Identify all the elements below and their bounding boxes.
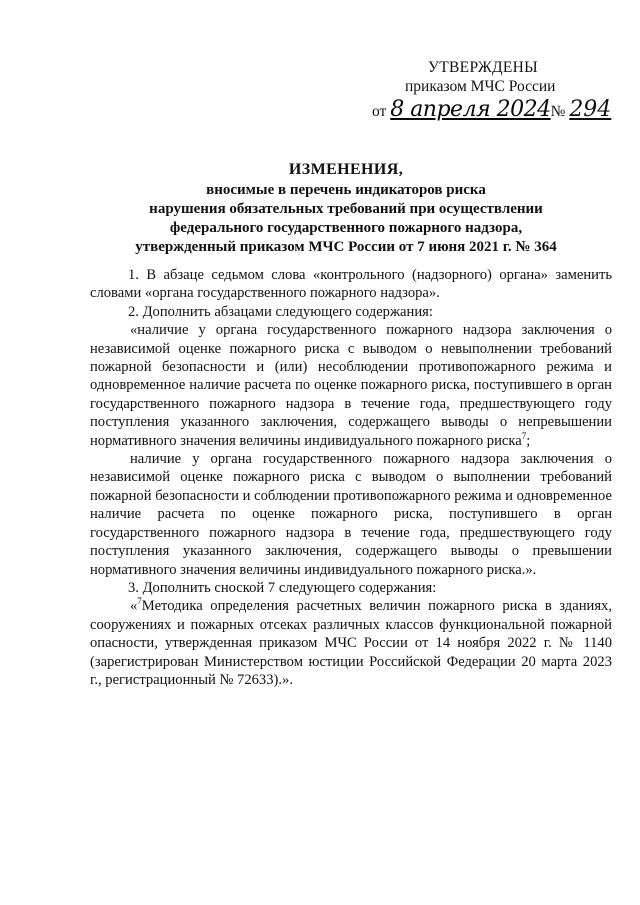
number-label: № xyxy=(550,103,566,120)
paragraph-footnote xyxy=(90,597,612,689)
quote-1-end: ; xyxy=(526,432,531,449)
heading-line-3: федерального государственного пожарного надзора, xyxy=(169,220,523,236)
heading-line-1: вносимые в перечень индикаторов риска xyxy=(206,182,486,198)
approval-by: приказом МЧС России xyxy=(405,78,556,95)
approval-title: УТВЕРЖДЕНЫ xyxy=(428,59,538,76)
paragraph-item-2: 2. Дополнить абзацами следующего содержания: xyxy=(128,303,433,320)
handwritten-number: 294 xyxy=(569,97,612,122)
footnote-open: « xyxy=(130,598,138,615)
footnote-text: Методика определения расчетных величин пожарного риска в зданиях, сооружениях и пожарных отсеках различных классов функциональной пожарной опасности, утвержденная приказом МЧС России от 14 ноября 2022 г. № 1140 (зарегистрирован Министерством юстиции Российской Федерации 20 марта 2023 г., регистрационный № 72633).». xyxy=(90,598,612,688)
heading-line-4: утвержденный приказом МЧС России от 7 июня 2021 г. № 364 xyxy=(135,239,557,255)
heading-line-2: нарушения обязательных требований при осуществлении xyxy=(149,201,543,217)
paragraph-item-3: 3. Дополнить сноской 7 следующего содержания: xyxy=(128,579,437,596)
quote-1-text: «наличие у органа государственного пожарного надзора заключения о независимой оценке пожарного риска с выводом о невыполнении требований пожарной безопасности и (или) несоблюдении противопожарного режима и одновременное наличие расчета по оценке пожарного риска, поступившего в орган государственного пожарного надзора в течение года, предшествующего году поступления указанного заключения, содержащего выводы о непревышении нормативного значения величины индивидуального пожарного риска xyxy=(90,322,612,449)
footnote-number: 7 xyxy=(137,596,142,607)
approval-block xyxy=(372,58,612,121)
document-body xyxy=(90,266,612,689)
paragraph-quote-1 xyxy=(90,321,612,450)
from-label: от xyxy=(372,103,387,120)
paragraph-item-1: 1. В абзаце седьмом слова «контрольного (надзорного) органа» заменить словами «органа государственного пожарного надзора». xyxy=(90,267,612,302)
heading-title: ИЗМЕНЕНИЯ, xyxy=(288,161,404,178)
footnote-ref: 7 xyxy=(521,430,527,441)
handwritten-date: 8 апреля 2024 xyxy=(390,97,551,122)
document-heading xyxy=(60,160,632,257)
approval-date-line xyxy=(372,97,612,122)
paragraph-quote-2: наличие у органа государственного пожарного надзора заключения о независимой оценке пожарного риска с выводом о выполнении требований пожарной безопасности и соблюдении противопожарного режима и одновременное наличие расчета по оценке пожарного риска, поступившего в орган государственного пожарного надзора в течение года, предшествующего году поступления указанного заключения, содержащего выводы о превышении нормативного значения величины индивидуального пожарного риска.». xyxy=(90,451,612,578)
